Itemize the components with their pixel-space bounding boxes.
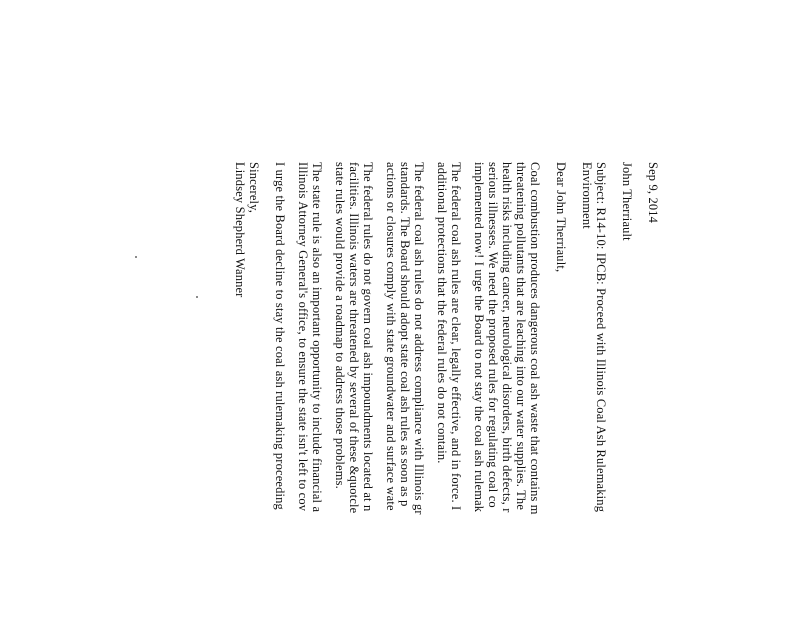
paragraph-line: The state rule is also an important opportunity to include financial a: [310, 162, 324, 513]
paragraph-line: I urge the Board decline to stay the coal ash rulemaking proceeding: [273, 162, 287, 510]
letter-subject-line: Subject: R14-10: IPCB: Proceed with Illinois Coal Ash Rulemaking: [594, 162, 608, 513]
letter-body: [233, 162, 660, 618]
paragraph-line: actions or closures comply with state groundwater and surface wate: [384, 162, 398, 511]
paragraph-line: health risks including cancer, neurological disorders, birth defects, r: [500, 162, 514, 513]
paragraph-line: state rules would provide a roadmap to address those problems.: [333, 162, 347, 489]
letter-paragraph: [472, 162, 542, 618]
letter-paragraph: [384, 162, 426, 618]
letter-paragraph: [435, 162, 463, 618]
paragraph-line: facilities. Illinois waters are threatened by several of these &quotcle: [347, 162, 361, 514]
letter-subject-line: Environment: [580, 162, 594, 229]
paragraph-line: The federal coal ash rules do not address compliance with Illinois gr: [412, 162, 426, 515]
letter-paragraph: [333, 162, 375, 618]
paragraph-line: standards. The Board should adopt state coal ash rules as soon as p: [398, 162, 412, 507]
paragraph-line: Illinois Attorney General's office, to ensure the state isn't left to cov: [296, 162, 310, 512]
paragraph-line: threatening pollutants that are leaching into our water supplies. The: [514, 162, 528, 511]
letter-paragraph: [296, 162, 324, 618]
letter-recipient: John Therriault: [620, 162, 634, 241]
letter-closing: Sincerely,: [247, 162, 261, 214]
letter-paragraph: [273, 162, 287, 618]
scan-speck: [196, 296, 198, 298]
paragraph-line: Coal combustion produces dangerous coal ash waste that contains m: [528, 162, 542, 515]
scan-speck: [135, 256, 137, 258]
letter-date: Sep 9, 2014: [646, 162, 660, 224]
paragraph-line: implemented now! I urge the Board to not stay the coal ash rulemak: [472, 162, 486, 513]
letter-salutation: Dear John Therriault,: [554, 162, 568, 273]
paragraph-line: serious illnesses. We need the proposed rules for regulating coal co: [486, 162, 500, 508]
paragraph-line: The federal coal ash rules are clear, legally effective, and in force. I: [449, 162, 463, 511]
paragraph-line: additional protections that the federal rules do not contain.: [435, 162, 449, 464]
paragraph-line: The federal rules do not govern coal ash impoundments located at n: [361, 162, 375, 512]
letter-signature: Lindsey Shepherd Wanner: [233, 162, 247, 298]
